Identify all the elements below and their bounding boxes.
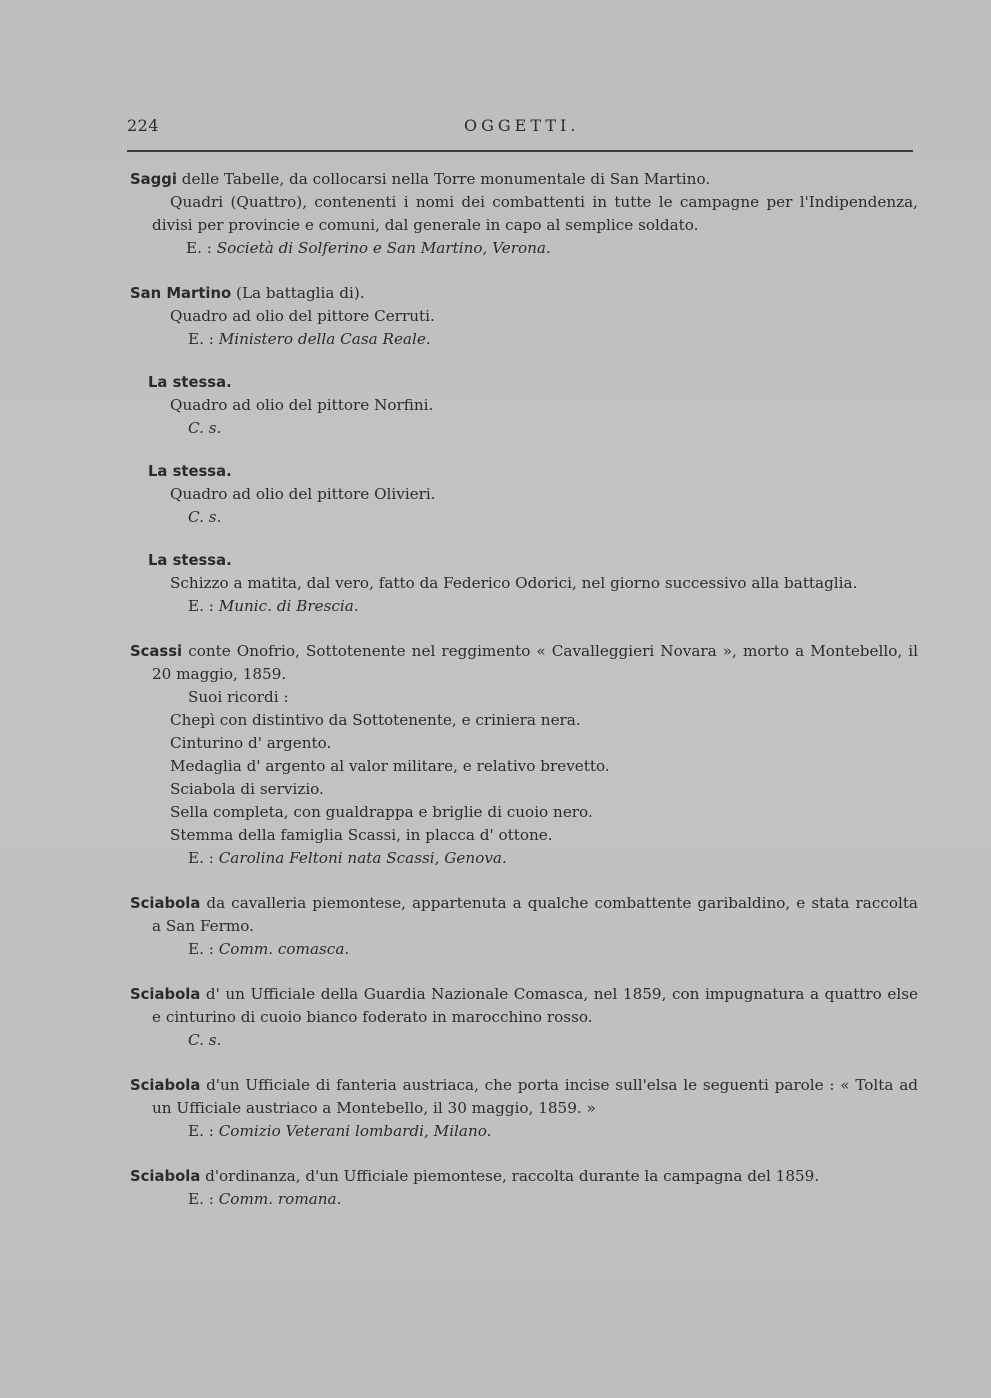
entry-description: Quadro ad olio del pittore Olivieri. [170, 485, 436, 503]
entry-sciabola-ordinanza [130, 1165, 918, 1211]
entry-description: Quadri (Quattro), contenenti i nomi dei combattenti in tutte le campagne per l'Indipendenza, divisi per provincie e comuni, dal generale in capo al semplice soldato. [152, 193, 918, 234]
header-rule [127, 150, 913, 152]
entry-exhibitor: C. s. [188, 419, 222, 437]
entry-exhibitor: E. : Munic. di Brescia. [188, 597, 359, 615]
page-number: 224 [127, 116, 160, 135]
entry-exhibitor: C. s. [188, 1031, 222, 1049]
entry-title: Scassi [130, 643, 183, 660]
entry-scassi [130, 640, 918, 870]
entry-san-martino [130, 282, 918, 351]
entry-title: Sciabola [130, 895, 201, 912]
entry-sciabola-austriaca [130, 1074, 918, 1143]
list-item: Sciabola di servizio. [170, 780, 324, 798]
running-title: OGGETTI. [464, 116, 580, 135]
entry-title: La stessa. [148, 463, 232, 480]
entry-la-stessa-odorici [130, 549, 918, 618]
entry-text: d'un Ufficiale di fanteria austriaca, che porta incise sull'elsa le seguenti parole : « Tolta ad un Ufficiale austriaco a Montebello, il 30 maggio, 1859. » [152, 1076, 918, 1117]
entry-title: La stessa. [148, 552, 232, 569]
list-item: Medaglia d' argento al valor militare, e relativo brevetto. [170, 757, 610, 775]
entry-text: d' un Ufficiale della Guardia Nazionale Comasca, nel 1859, con impugnatura a quattro else e cinturino di cuoio bianco foderato in marocchino rosso. [152, 985, 918, 1026]
list-item: Cinturino d' argento. [170, 734, 332, 752]
entry-exhibitor: C. s. [188, 508, 222, 526]
entry-description: Schizzo a matita, dal vero, fatto da Federico Odorici, nel giorno successivo alla battaglia. [170, 574, 858, 592]
entry-la-stessa-norfini [130, 371, 918, 440]
entry-description: Quadro ad olio del pittore Cerruti. [170, 307, 435, 325]
entry-exhibitor: E. : Comm. comasca. [188, 940, 350, 958]
entry-exhibitor: E. : Carolina Feltoni nata Scassi, Genova. [188, 849, 507, 867]
entry-text: da cavalleria piemontese, appartenuta a qualche combattente garibaldino, e stata raccolta a San Fermo. [152, 894, 918, 935]
list-item: Sella completa, con gualdrappa e briglie di cuoio nero. [170, 803, 593, 821]
entry-title: Sciabola [130, 986, 201, 1003]
catalog-content [130, 168, 918, 1233]
entry-text: (La battaglia di). [231, 284, 365, 302]
list-item: Chepì con distintivo da Sottotenente, e criniera nera. [170, 711, 581, 729]
entry-title: Saggi [130, 171, 177, 188]
entry-title: Sciabola [130, 1077, 201, 1094]
entry-exhibitor: E. : Ministero della Casa Reale. [188, 330, 431, 348]
entry-title: La stessa. [148, 374, 232, 391]
entry-saggi [130, 168, 918, 260]
entry-sciabola-guardia [130, 983, 918, 1052]
ricordi-label: Suoi ricordi : [188, 688, 289, 706]
entry-sciabola-cavalleria [130, 892, 918, 961]
entry-exhibitor: E. : Comizio Veterani lombardi, Milano. [188, 1122, 492, 1140]
entry-exhibitor: E. : Comm. romana. [188, 1190, 342, 1208]
list-item: Stemma della famiglia Scassi, in placca d' ottone. [170, 826, 553, 844]
entry-exhibitor: E. : Società di Solferino e San Martino, Verona. [186, 239, 551, 257]
entry-la-stessa-olivieri [130, 460, 918, 529]
entry-description: Quadro ad olio del pittore Norfini. [170, 396, 434, 414]
entry-title: Sciabola [130, 1168, 201, 1185]
entry-text: conte Onofrio, Sottotenente nel reggimento « Cavalleggieri Novara », morto a Montebello, il 20 maggio, 1859. [152, 642, 918, 683]
entry-text: d'ordinanza, d'un Ufficiale piemontese, raccolta durante la campagna del 1859. [200, 1167, 820, 1185]
entry-text: delle Tabelle, da collocarsi nella Torre monumentale di San Martino. [176, 170, 711, 188]
entry-title: San Martino [130, 285, 232, 302]
